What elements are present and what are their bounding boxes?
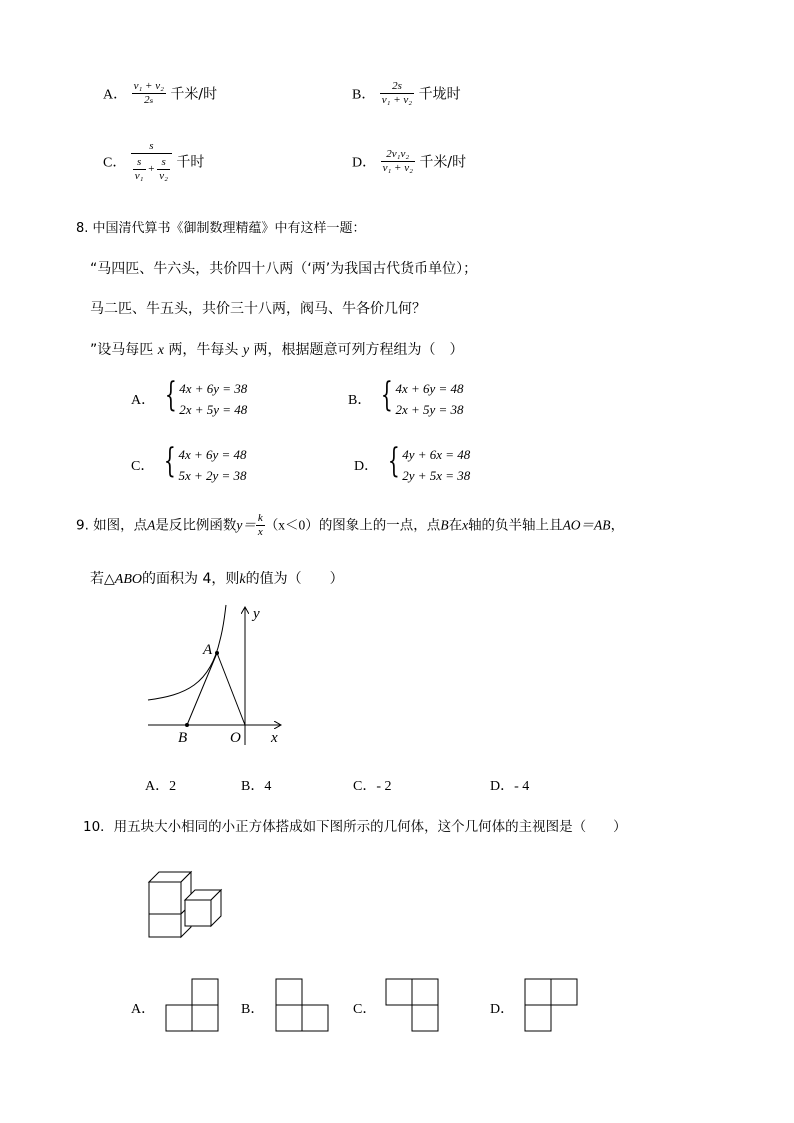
fraction: $\frac{2s}{\text{v₁ + v₂}}$ bbox=[381, 80, 413, 106]
point-b bbox=[185, 723, 189, 727]
unit: 千垅时 bbox=[418, 86, 461, 103]
q9-line2: 若△ABO的面积为 4，则k的值为（ ） bbox=[90, 571, 344, 587]
label-x: x bbox=[271, 730, 278, 746]
q9-line1: 9. 如图，点A是反比例函数y＝ $\frac{k}{x}$ （x＜0）的图象上的一点，点B在x轴的负半轴上且AO＝AB， bbox=[76, 512, 625, 538]
segment-ab bbox=[187, 653, 217, 725]
q9-option-a: A．2 bbox=[145, 779, 177, 794]
q8-option-a: A． { 4x + 6y = 38 2x + 5y = 48 bbox=[131, 378, 247, 420]
fraction: $\frac{\text{2v₁v₂}}{\text{v₁ + v₂}}$ bbox=[382, 148, 413, 174]
label-a: A bbox=[203, 642, 213, 658]
segment-ao bbox=[217, 653, 245, 725]
equation-system: { 4x + 6y = 48 5x + 2y = 38 bbox=[163, 441, 247, 483]
unit: 千时 bbox=[176, 154, 205, 171]
q10-option-c-label: C． bbox=[353, 1002, 377, 1017]
q10-option-b-figure bbox=[275, 978, 331, 1034]
option-label: A． bbox=[103, 87, 128, 103]
q10-option-d-label: D． bbox=[490, 1002, 515, 1017]
q7-option-a bbox=[103, 80, 217, 107]
q10-option-a-figure bbox=[165, 978, 221, 1034]
q8-line3: ”设马每匹 x 两，牛每头 y 两，根据题意可列方程组为（ ） bbox=[90, 342, 464, 358]
q10-option-d-figure bbox=[524, 978, 580, 1034]
q8-option-c: C． { 4x + 6y = 48 5x + 2y = 38 bbox=[131, 444, 247, 486]
hyperbola-curve bbox=[148, 605, 226, 700]
q8-option-d: D． { 4y + 6x = 48 2y + 5x = 38 bbox=[354, 444, 470, 486]
equation-system: { 4y + 6x = 48 2y + 5x = 38 bbox=[387, 441, 471, 483]
complex-fraction: s $\frac{s}{\text{v₁}}$ + $\frac{s}{\text{v₂}}$ bbox=[131, 140, 172, 183]
fraction: $\frac{\text{v₁ + v₂}}{\text{2ₛ}}$ bbox=[133, 80, 164, 106]
option-label: C． bbox=[103, 155, 127, 171]
q7-option-b bbox=[352, 80, 461, 107]
q7-option-c bbox=[103, 140, 204, 183]
q8-line1: “马四匹、牛六头，共价四十八两（‘两’为我国古代货币单位）； bbox=[90, 261, 478, 277]
q10-solid-figure bbox=[145, 862, 227, 940]
q8-option-b: B． { 4x + 6y = 48 2x + 5y = 38 bbox=[348, 378, 464, 420]
q9-option-d: D．- 4 bbox=[490, 779, 530, 794]
q10-option-b-label: B． bbox=[241, 1002, 265, 1017]
q9-option-c: C．- 2 bbox=[353, 779, 392, 794]
q10-option-c-figure bbox=[385, 978, 441, 1034]
unit: 千米/时 bbox=[170, 86, 218, 103]
q8-stem: 8. 中国清代算书《御制数理精蕴》中有这样一题： bbox=[76, 221, 366, 236]
q9-option-b: B．4 bbox=[241, 779, 272, 794]
point-a bbox=[215, 651, 219, 655]
label-b: B bbox=[178, 730, 188, 746]
unit: 千米/时 bbox=[419, 154, 467, 171]
label-o: O bbox=[230, 730, 241, 746]
q7-option-d bbox=[352, 148, 466, 175]
q8-line2: 马二匹、牛五头，共价三十八两，阀马、牛各价几何？ bbox=[90, 301, 426, 317]
option-label: D． bbox=[352, 155, 377, 171]
q10-option-a-label: A． bbox=[131, 1002, 156, 1017]
q10-stem: 10．用五块大小相同的小正方体搭成如下图所示的几何体，这个几何体的主视图是（ ） bbox=[83, 819, 627, 835]
fraction-k-over-x: $\frac{k}{x}$ bbox=[257, 512, 263, 538]
equation-system: { 4x + 6y = 48 2x + 5y = 38 bbox=[380, 375, 464, 417]
q9-graph bbox=[140, 600, 290, 750]
equation-system: { 4x + 6y = 38 2x + 5y = 48 bbox=[164, 375, 248, 417]
option-label: B． bbox=[352, 87, 376, 103]
label-y: y bbox=[253, 606, 260, 622]
